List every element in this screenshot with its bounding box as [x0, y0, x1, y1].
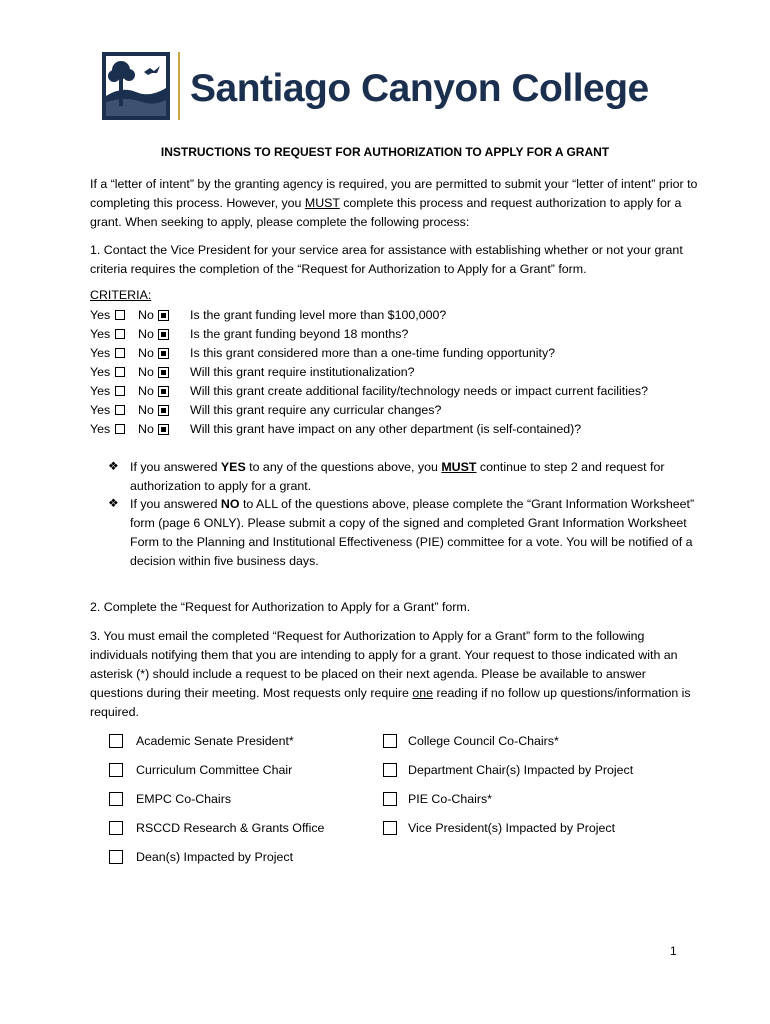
yes-checkbox[interactable] — [115, 310, 125, 320]
criteria-row — [90, 401, 710, 420]
recipient-checkbox[interactable] — [109, 763, 123, 777]
recipient-checkbox[interactable] — [109, 850, 123, 864]
no-label: No — [138, 327, 154, 341]
yes-checkbox[interactable] — [115, 386, 125, 396]
bullet-yes-emphasis: YES — [220, 460, 246, 474]
step-2-text: 2. Complete the “Request for Authorization to Apply for a Grant” form. — [90, 600, 471, 614]
bullet-text-part: If you answered — [130, 497, 221, 511]
recipient-label: Dean(s) Impacted by Project — [136, 850, 294, 864]
no-label: No — [138, 308, 154, 322]
criteria-row — [90, 325, 710, 344]
step-3-text-2: reading if no follow up questions/information is required. — [90, 686, 691, 719]
diamond-bullet-icon: ❖ — [108, 459, 119, 473]
criteria-question: Will this grant require any curricular changes? — [190, 403, 442, 417]
yes-label: Yes — [90, 403, 111, 417]
college-logo — [102, 52, 170, 120]
bullet-text-part: to ALL of the questions above, please complete the “Grant Information Worksheet” form (page 6 ONLY). Please submit a copy of the signed and completed Grant Information Worksheet Form to the Planning and Institutional Effectiveness (PIE) committee for a vote. You will be notified of a decision within five business days. — [130, 497, 695, 568]
criteria-question: Is the grant funding beyond 18 months? — [190, 327, 409, 341]
recipient-checkbox[interactable] — [109, 821, 123, 835]
criteria-question: Will this grant require institutionalization? — [190, 365, 415, 379]
no-label: No — [138, 365, 154, 379]
bullet-must-emphasis: MUST — [441, 460, 477, 474]
no-checkbox-checked[interactable] — [158, 367, 169, 378]
recipient-label: Academic Senate President* — [136, 734, 294, 748]
recipient-checkbox[interactable] — [383, 763, 397, 777]
intro-text-1: If a “letter of intent” by the granting agency is required, you are permitted to submit your “letter of intent” prior to completing this process. However, you — [90, 177, 698, 210]
recipient-checkbox[interactable] — [109, 792, 123, 806]
recipient-label: RSCCD Research & Grants Office — [136, 821, 325, 835]
criteria-question: Is this grant considered more than a one-time funding opportunity? — [190, 346, 556, 360]
no-checkbox-checked[interactable] — [158, 386, 169, 397]
step-1-text: 1. Contact the Vice President for your service area for assistance with establishing whether or not your grant criteria requires the completion of the “Request for Authorization to Apply for a Grant” form. — [90, 243, 683, 276]
diamond-bullet-icon: ❖ — [108, 496, 119, 510]
recipient-checkbox[interactable] — [383, 821, 397, 835]
yes-checkbox[interactable] — [115, 348, 125, 358]
document-title: INSTRUCTIONS TO REQUEST FOR AUTHORIZATION TO APPLY FOR A GRANT — [160, 145, 610, 159]
tree-eagle-logo-icon — [102, 52, 170, 120]
yes-label: Yes — [90, 308, 111, 322]
no-checkbox-checked[interactable] — [158, 405, 169, 416]
criteria-row — [90, 306, 710, 325]
no-label: No — [138, 384, 154, 398]
intro-paragraph — [90, 175, 700, 232]
yes-checkbox[interactable] — [115, 424, 125, 434]
intro-text-2: complete this process and request authorization to apply for a grant. When seeking to apply, please complete the following process: — [90, 196, 682, 229]
step-3-text — [90, 627, 700, 722]
recipient-label: Curriculum Committee Chair — [136, 763, 293, 777]
criteria-row — [90, 420, 710, 439]
recipient-checkbox[interactable] — [109, 734, 123, 748]
bullet-no-emphasis: NO — [220, 497, 240, 511]
criteria-row — [90, 344, 710, 363]
recipient-label: College Council Co-Chairs* — [408, 734, 559, 748]
no-checkbox-checked[interactable] — [158, 348, 169, 359]
criteria-question: Will this grant have impact on any other department (is self-contained)? — [190, 422, 582, 436]
step-3-one: one — [412, 686, 434, 700]
bullet-text-part: If you answered — [130, 460, 221, 474]
criteria-row — [90, 363, 710, 382]
no-label: No — [138, 346, 154, 360]
logo-divider — [178, 52, 180, 120]
bullet-no-text — [130, 495, 695, 571]
yes-checkbox[interactable] — [115, 367, 125, 377]
no-checkbox-checked[interactable] — [158, 329, 169, 340]
criteria-question: Is the grant funding level more than $100,000? — [190, 308, 447, 322]
no-label: No — [138, 422, 154, 436]
no-checkbox-checked[interactable] — [158, 424, 169, 435]
step-3-text-1: 3. You must email the completed “Request for Authorization to Apply for a Grant” form to the following individuals notifying them that you are intending to apply for a grant. Your request to those indicated with an asterisk (*) should include a request to be placed on their next agenda. Please be available to answer questions during their meeting. Most requests only require — [90, 629, 678, 700]
recipient-checkbox[interactable] — [383, 792, 397, 806]
yes-label: Yes — [90, 346, 111, 360]
criteria-question: Will this grant create additional facility/technology needs or impact current facilities? — [190, 384, 648, 398]
recipient-checkbox[interactable] — [383, 734, 397, 748]
intro-must: MUST — [304, 196, 340, 210]
recipient-label: PIE Co-Chairs* — [408, 792, 493, 806]
college-name: Santiago Canyon College — [190, 67, 649, 110]
yes-label: Yes — [90, 365, 111, 379]
yes-checkbox[interactable] — [115, 329, 125, 339]
criteria-label: CRITERIA: — [90, 288, 152, 302]
page-number: 1 — [670, 944, 677, 958]
bullet-yes-text — [130, 458, 695, 496]
recipient-label: Vice President(s) Impacted by Project — [408, 821, 616, 835]
yes-label: Yes — [90, 422, 111, 436]
yes-label: Yes — [90, 327, 111, 341]
no-label: No — [138, 403, 154, 417]
yes-checkbox[interactable] — [115, 405, 125, 415]
yes-label: Yes — [90, 384, 111, 398]
recipient-label: EMPC Co-Chairs — [136, 792, 232, 806]
recipient-label: Department Chair(s) Impacted by Project — [408, 763, 634, 777]
bullet-text-part: continue to step 2 and request for authorization to apply for a grant. — [130, 460, 665, 493]
criteria-row — [90, 382, 710, 401]
bullet-text-part: to any of the questions above, you — [245, 460, 442, 474]
no-checkbox-checked[interactable] — [158, 310, 169, 321]
